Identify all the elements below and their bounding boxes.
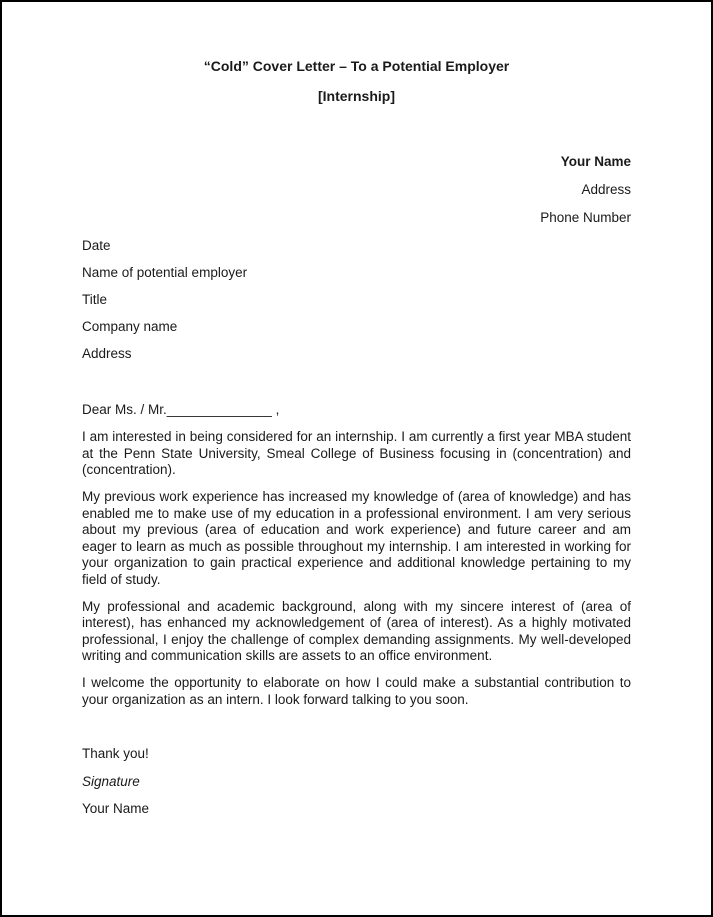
closing-signature: Signature bbox=[82, 773, 140, 789]
sender-phone: Phone Number bbox=[540, 210, 631, 225]
sender-address: Address bbox=[581, 182, 631, 197]
letter-date: Date bbox=[82, 238, 111, 253]
recipient-name: Name of potential employer bbox=[82, 265, 248, 280]
sender-name: Your Name bbox=[560, 154, 631, 169]
paragraph-3: My professional and academic background, along with my sincere interest of (area of interest), has enhanced my acknowledgement of (area of interest). As a highly motivated professional, I enjoy the challenge of complex demanding assignments. My well-developed writing and communication skills are assets to an office environment. bbox=[82, 598, 631, 663]
letter-content bbox=[2, 2, 711, 818]
recipient-company: Company name bbox=[82, 319, 178, 334]
recipient-block bbox=[82, 232, 631, 367]
letter-title: “Cold” Cover Letter – To a Potential Employer bbox=[203, 58, 510, 74]
sender-block bbox=[82, 148, 631, 232]
closing-name: Your Name bbox=[82, 801, 150, 816]
paragraph-1: I am interested in being considered for an internship. I am currently a first year MBA student at the Penn State University, Smeal College of Business focusing in (concentration) and (concentration). bbox=[82, 429, 631, 477]
recipient-title: Title bbox=[82, 292, 108, 307]
paragraph-4: I welcome the opportunity to elaborate on how I could make a substantial contribution to your organization as an intern. I look forward talking to you soon. bbox=[82, 675, 631, 707]
letter-body bbox=[82, 429, 631, 708]
closing-block bbox=[82, 746, 631, 818]
paragraph-2: My previous work experience has increased my knowledge of (area of knowledge) and has enabled me to make use of my education in a professional environment. I am very serious about my previous (area of education and work experience) and future career and am eager to learn as much as possible throughout my internship. I am interested in working for your organization to gain practical experience and additional knowledge pertaining to my field of study. bbox=[82, 489, 631, 587]
letter-title-block bbox=[82, 58, 631, 104]
letter-subtitle: [Internship] bbox=[318, 88, 395, 104]
recipient-address: Address bbox=[82, 346, 132, 361]
salutation-line: Dear Ms. / Mr.______________ , bbox=[82, 402, 280, 417]
closing-thanks: Thank you! bbox=[82, 746, 149, 761]
